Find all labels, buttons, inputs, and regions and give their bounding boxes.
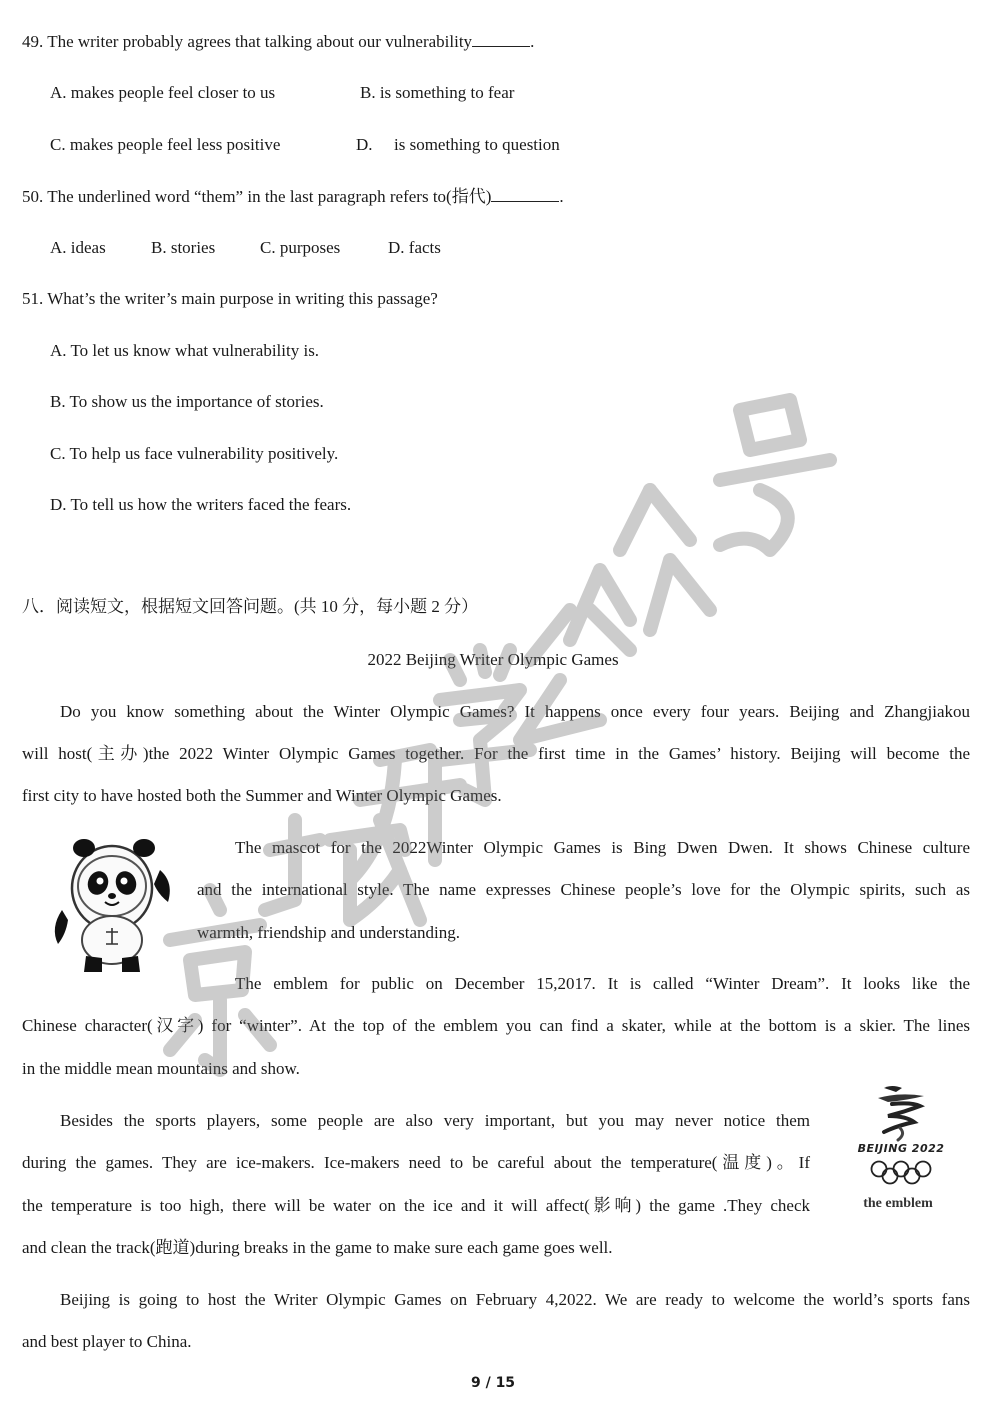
page-number xyxy=(0,1372,986,1394)
paragraph-2-line-3: warmth, friendship and understanding. xyxy=(197,923,460,942)
q49-option-a: A. makes people feel closer to us xyxy=(50,83,276,102)
question-51-stem: 51. What’s the writer’s main purpose in writing this passage? xyxy=(22,289,438,308)
paragraph-2-line-2: and the international style. The name expresses Chinese people’s love for the Olympic spirits, such as xyxy=(197,880,970,899)
paragraph-3-line-2: Chinese character(汉字) for “winter”. At the top of the emblem you can find a skater, while at the bottom is a skier. The lines xyxy=(22,1016,970,1035)
question-50-stem xyxy=(22,185,564,208)
section-heading: 八．阅读短文，根据短文回答问题。(共 10 分，每小题 2 分） xyxy=(22,597,479,616)
q49-option-c: C. makes people feel less positive xyxy=(50,135,281,154)
question-49-period: . xyxy=(530,32,535,51)
answer-blank xyxy=(472,30,530,47)
paragraph-2-line-1: The mascot for the 2022Winter Olympic Games is Bing Dwen Dwen. It shows Chinese culture xyxy=(235,838,970,857)
passage-title: 2022 Beijing Writer Olympic Games xyxy=(367,650,619,669)
paragraph-4-line-4: and clean the track(跑道)during breaks in the game to make sure each game goes well. xyxy=(22,1238,613,1257)
question-49-text: 49. The writer probably agrees that talking about our vulnerability xyxy=(22,32,473,51)
paragraph-1-line-1: Do you know something about the Winter Olympic Games? It happens once every four years. Beijing and Zhangjiakou xyxy=(60,702,970,721)
q51-option-c: C. To help us face vulnerability positively. xyxy=(50,444,339,463)
q49-option-b: B. is something to fear xyxy=(360,83,515,102)
paragraph-5-line-2: and best player to China. xyxy=(22,1332,192,1351)
paragraph-1-line-3: first city to have hosted both the Summer and Winter Olympic Games. xyxy=(22,786,502,805)
q50-option-d: D. facts xyxy=(388,238,441,257)
page-total: 15 xyxy=(495,1375,516,1391)
page-separator: / xyxy=(485,1375,491,1391)
paragraph-4-line-3: the temperature is too high, there will be water on the ice and it will affect(影响) the game .They check xyxy=(22,1196,810,1215)
q51-option-d: D. To tell us how the writers faced the fears. xyxy=(50,495,352,514)
q51-option-b: B. To show us the importance of stories. xyxy=(50,392,324,411)
paragraph-3-line-3: in the middle mean mountains and show. xyxy=(22,1059,300,1078)
q50-option-c: C. purposes xyxy=(260,238,341,257)
q50-option-b: B. stories xyxy=(151,238,216,257)
paragraph-3-line-1: The emblem for public on December 15,2017. It is called “Winter Dream”. It looks like the xyxy=(235,974,970,993)
paragraph-1-line-2: will host(主办)the 2022 Winter Olympic Games together. For the first time in the Games’ history. Beijing will become the xyxy=(22,744,970,763)
answer-blank xyxy=(491,185,559,202)
paragraph-4-line-1: Besides the sports players, some people are also very important, but you may never notice them xyxy=(60,1111,810,1130)
q49-option-d-letter: D. xyxy=(356,135,373,154)
emblem-caption: the emblem xyxy=(863,1196,933,1211)
q50-option-a: A. ideas xyxy=(50,238,106,257)
emblem-wordmark: BEIJING 2022 xyxy=(857,1142,945,1155)
emblem-image xyxy=(848,1082,954,1142)
q51-option-a: A. To let us know what vulnerability is. xyxy=(50,341,320,360)
question-50-period: . xyxy=(559,187,564,206)
olympic-rings-icon xyxy=(868,1160,934,1186)
question-50-text: 50. The underlined word “them” in the last paragraph refers to(指代) xyxy=(22,187,492,206)
q49-option-d: is something to question xyxy=(394,135,560,154)
page-current: 9 xyxy=(470,1375,481,1391)
question-49-stem xyxy=(22,30,534,53)
paragraph-4-line-2: during the games. They are ice-makers. Ice-makers need to be careful about the temperature(温度)。If xyxy=(22,1153,810,1172)
paragraph-5-line-1: Beijing is going to host the Writer Olympic Games on February 4,2022. We are ready to welcome the world’s sports fans xyxy=(60,1290,970,1309)
mascot-image xyxy=(48,828,176,974)
